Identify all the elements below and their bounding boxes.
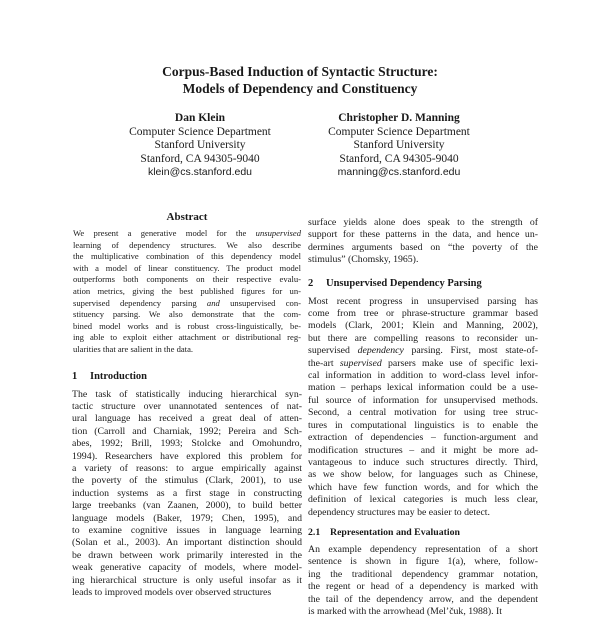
- section-2-heading: [308, 277, 538, 291]
- section-title: Unsupervised Dependency Parsing: [326, 277, 482, 289]
- author-department: Computer Science Department: [328, 125, 470, 138]
- section-title: Representation and Evaluation: [330, 526, 460, 538]
- text-line: but there are compelling reasons to reconsider un-: [308, 332, 538, 344]
- section-2-1-heading: [308, 526, 538, 540]
- paper-title: [0, 64, 600, 97]
- text-line: extraction of dependencies – function-argument and: [308, 432, 538, 444]
- text-line: with a model of linear constituency. The product model: [73, 262, 301, 273]
- text-line: stituency parsing. We also demonstrate that the com-: [73, 309, 301, 320]
- text-line: leads to improved models over observed structures: [72, 587, 272, 599]
- abstract-body: [72, 228, 302, 356]
- text-line: large treebanks (van Zaanen, 2000), to build better: [72, 500, 302, 512]
- right-column: [308, 217, 538, 618]
- text-line: the regent or head of a dependency is marked with: [308, 581, 538, 593]
- text-line: An example dependency representation of a short: [308, 543, 538, 555]
- text-line: We present a generative model for the unsupervised: [73, 228, 301, 238]
- author-email: manning@cs.stanford.edu: [337, 166, 461, 179]
- text-line: models (Clark, 2001; Klein and Manning, 2002),: [308, 320, 538, 332]
- text-line: weak generative capacity of models, where model-: [72, 562, 302, 574]
- text-line: ularities that are salient in the data.: [73, 343, 194, 354]
- section-number: 2: [308, 277, 314, 289]
- text-line: bined model works and is robust cross-linguistically, be-: [73, 320, 301, 331]
- text-line: supervised dependency parsing and unsupervised con-: [73, 297, 301, 308]
- text-line: 1994). Researchers have explored this problem for: [72, 450, 302, 462]
- text-line: tion (Carroll and Charniak, 1992; Pereira and Sch-: [72, 425, 302, 437]
- text-line: a variety of reasons: to argue empirically against: [72, 462, 302, 474]
- text-line: ing the traditional dependency grammar notation,: [308, 568, 538, 580]
- text-line: The task of statistically inducing hierarchical syn-: [72, 388, 302, 400]
- text-line: as we show below, for languages such as Chinese,: [308, 469, 538, 481]
- text-line: stimulus” (Chomsky, 1965).: [308, 254, 419, 266]
- section-1-heading: [72, 370, 302, 384]
- left-column: [72, 210, 302, 599]
- section-title: Introduction: [90, 370, 147, 382]
- text-line: dependency structures may be easier to detect.: [308, 506, 490, 518]
- text-line: tures in computational linguistics is to enable the: [308, 419, 538, 431]
- author-block-klein: [90, 112, 310, 180]
- text-line: the multiplicative combination of this dependency model: [73, 251, 301, 262]
- abstract-heading: Abstract: [166, 211, 208, 223]
- text-line: ful source of information for unsupervised methods.: [308, 394, 538, 406]
- author-university: Stanford University: [154, 139, 246, 152]
- text-line: outperforms both components on their respective evalu-: [73, 274, 301, 285]
- author-department: Computer Science Department: [129, 125, 271, 138]
- text-line: Second, a central motivation for using tree struc-: [308, 407, 538, 419]
- text-line: which have few function words, and for which the: [308, 481, 538, 493]
- text-line: cal information in addition to word-class level infor-: [308, 370, 538, 382]
- text-line: sentence is shown in figure 1(a), where, follow-: [308, 556, 538, 568]
- text-line: modification structures – and it might be more ad-: [308, 444, 538, 456]
- text-line: abes, 1992; Brill, 1993; Stolcke and Omohundro,: [72, 438, 302, 450]
- text-line: come from tree or phrase-structure grammar based: [308, 308, 538, 320]
- text-line: the tail of the dependency arrow, and the dependent: [308, 593, 538, 605]
- text-line: tactic structure over unannotated sentences of nat-: [72, 400, 302, 412]
- text-line: support for these patterns in the data, and hence un-: [308, 229, 538, 241]
- text-line: Most recent progress in unsupervised parsing has: [308, 295, 538, 307]
- section-2-1-body: [308, 544, 538, 618]
- author-name: Christopher D. Manning: [338, 112, 460, 124]
- section-2-body: [308, 296, 538, 519]
- section-1-body: [72, 389, 302, 600]
- author-block-manning: [289, 112, 509, 180]
- text-line: the-art supervised parsers make use of specific lexi-: [308, 357, 538, 369]
- text-line: mation – perhaps lexical information could be a use-: [308, 382, 538, 394]
- text-line: ing able to exploit either attachment or distributional reg-: [73, 332, 301, 343]
- text-line: to examine cognitive issues in language learning: [72, 525, 302, 536]
- title-line-2: Models of Dependency and Constituency: [182, 80, 418, 96]
- text-line: (Solan et al., 2003). An important distinction should: [72, 537, 302, 549]
- text-line: ing hierarchical structure is only useful insofar as it: [72, 574, 302, 586]
- section-number: 1: [72, 370, 78, 382]
- text-line: be drawn between work primarily interested in the: [72, 549, 302, 561]
- text-line: the poverty of the stimulus (Clark, 2001), to use: [72, 475, 302, 487]
- text-line: definition of lexical categories is much less clear,: [308, 494, 538, 506]
- text-line: is marked with the arrowhead (Mel’čuk, 1988). It: [308, 605, 502, 617]
- text-line: language models (Baker, 1979; Chen, 1995), and: [72, 512, 302, 524]
- author-university: Stanford University: [353, 139, 445, 152]
- text-line: supervised dependency parsing. First, most state-of-: [308, 345, 538, 357]
- section-number: 2.1: [308, 526, 321, 538]
- text-line: surface yields alone does speak to the strength of: [308, 217, 538, 228]
- author-address: Stanford, CA 94305-9040: [140, 152, 260, 165]
- title-line-1: Corpus-Based Induction of Syntactic Structure:: [162, 64, 438, 79]
- text-line: learning of dependency structures. We also describe: [73, 239, 301, 250]
- text-line: induction systems as a first stage in constructing: [72, 487, 302, 499]
- author-name: Dan Klein: [174, 112, 226, 124]
- text-line: ation metrics, giving the best published figures for un-: [73, 285, 301, 296]
- text-line: dermines arguments based on “the poverty of the: [308, 241, 538, 253]
- author-address: Stanford, CA 94305-9040: [339, 152, 459, 165]
- text-line: ural language has received a great deal of atten-: [72, 413, 302, 425]
- author-email: klein@cs.stanford.edu: [147, 166, 253, 179]
- intro-continuation: [308, 217, 538, 267]
- text-line: vantageous to induce such structures directly. Third,: [308, 456, 538, 468]
